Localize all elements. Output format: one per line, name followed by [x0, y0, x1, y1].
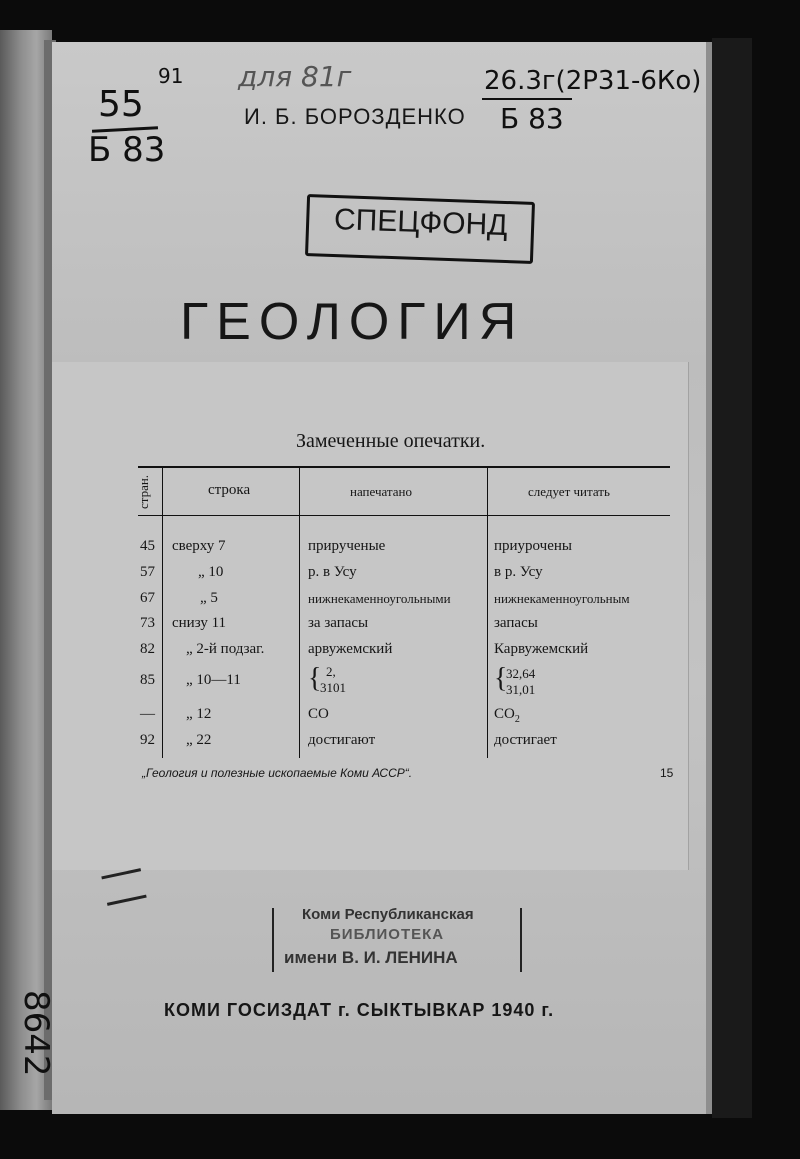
row-page: 82: [140, 641, 155, 657]
handwritten-code-right: Б 83: [500, 102, 564, 135]
handwritten-underline-right: [482, 98, 572, 100]
errata-footnote: „Геология и полезные ископаемые Коми АССР“.: [142, 766, 413, 780]
row-printed: арвужемский: [308, 641, 393, 657]
brace: {: [308, 663, 322, 694]
row-printed: нижнекаменноугольными: [308, 591, 451, 606]
special-fund-stamp-text: СПЕЦФОНД: [333, 202, 509, 243]
handwritten-inventory-number: 8642: [16, 990, 56, 1077]
row-line: „ 5: [200, 590, 218, 606]
table-column-rule: [487, 468, 488, 758]
errata-heading: Замеченные опечатки.: [296, 430, 486, 452]
row-line: сверху 7: [172, 538, 226, 554]
row-line: снизу 11: [172, 615, 227, 631]
table-header-rule: [138, 515, 670, 516]
handwritten-number: 55: [98, 84, 144, 125]
column-header-line: строка: [208, 482, 251, 498]
row-line: „ 2-й подзаг.: [186, 641, 265, 657]
row-printed: достигают: [308, 732, 376, 748]
row-page: 67: [140, 590, 155, 606]
handwritten-code: Б 83: [88, 130, 166, 170]
publisher-imprint: КОМИ ГОСИЗДАТ г. СЫКТЫВКАР 1940 г.: [164, 1000, 555, 1020]
row-correct-second: 31,01: [506, 682, 536, 697]
row-page: —: [140, 706, 155, 722]
column-header-correct: следует читать: [528, 484, 610, 499]
row-correct-text: CO: [494, 706, 515, 722]
row-printed: 2,: [326, 664, 336, 679]
library-stamp-line3: имени В. И. ЛЕНИНА: [284, 948, 458, 967]
table-top-rule: [138, 466, 670, 468]
table-column-rule: [299, 468, 300, 758]
row-correct: [494, 706, 520, 725]
row-page: 57: [140, 564, 155, 580]
row-printed: р. в Усу: [308, 564, 357, 580]
row-correct: 32,64: [506, 666, 536, 681]
row-printed: за запасы: [308, 615, 369, 631]
row-line: „ 10: [198, 564, 224, 580]
library-stamp-line1: Коми Республиканская: [302, 906, 474, 923]
row-printed: прирученые: [308, 538, 386, 554]
row-correct: запасы: [494, 615, 538, 631]
handwritten-small-number: 91: [158, 64, 184, 88]
row-line: „ 22: [186, 732, 212, 748]
row-correct: нижнекаменноугольным: [494, 591, 630, 606]
errata-footnote-number: 15: [660, 766, 674, 780]
row-line: „ 10—11: [186, 672, 241, 688]
row-page: 85: [140, 672, 155, 688]
row-printed: CO: [308, 706, 329, 722]
row-printed-second: 3101: [320, 680, 346, 695]
row-correct-subscript: 2: [514, 714, 520, 725]
row-line: „ 12: [186, 706, 212, 722]
brace: {: [494, 663, 508, 694]
table-column-rule: [162, 468, 163, 758]
library-stamp-line2: БИБЛИОТЕКА: [330, 926, 445, 943]
row-page: 92: [140, 732, 155, 748]
row-correct: в р. Усу: [494, 564, 543, 580]
row-correct: приурочены: [494, 538, 572, 554]
row-correct: достигает: [494, 732, 557, 748]
row-page: 45: [140, 538, 155, 554]
row-page: 73: [140, 615, 155, 631]
handwritten-classification: 26.3г(2Р31-6Ко): [484, 66, 702, 96]
row-correct: Карвужемский: [494, 641, 589, 657]
column-header-printed: напечатано: [350, 484, 412, 499]
column-header-page: стран.: [136, 474, 151, 510]
book-title: ГЕОЛОГИЯ: [180, 293, 525, 351]
handwritten-note: для 81г: [238, 60, 352, 93]
dark-background: [712, 38, 752, 1118]
author-name: И. Б. БОРОЗДЕНКО: [244, 104, 466, 129]
